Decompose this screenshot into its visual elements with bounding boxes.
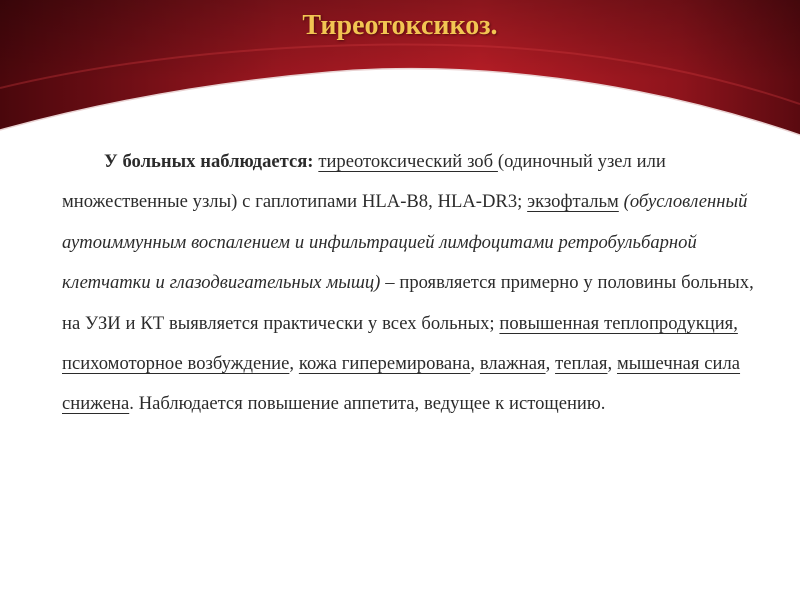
term-exophthalmos: экзофтальм [527, 191, 619, 213]
term-heat-production: повышенная теплопродукция, [499, 312, 738, 334]
text-segment-3: – проявляется примерно у половины больных, на УЗИ и КТ выявляется практически у всех больных; [62, 272, 754, 334]
body-paragraph [62, 142, 774, 425]
separator-2: , [289, 353, 299, 375]
term-muscle-weakness: мышечная сила снижена [62, 353, 741, 415]
term-psychomotor-agitation: психомоторное возбуждение [62, 353, 290, 375]
lead-phrase: У больных наблюдается: [104, 151, 314, 172]
separator-3: , [470, 353, 480, 375]
separator-5: , [607, 353, 617, 375]
term-skin-hyperemic: кожа гиперемирована [298, 353, 471, 375]
term-warm: теплая [555, 353, 608, 375]
slide-title: Тиреотоксикоз. [302, 10, 498, 41]
text-segment-1: (одиночный узел или множественные узлы) с гаплотипами HLA-B8, HLA-DR3; [62, 151, 666, 213]
term-goiter: тиреотоксический зоб [318, 151, 498, 172]
text-segment-4: . Наблюдается повышение аппетита, ведущее к истощению. [129, 393, 606, 415]
term-moist: влажная [479, 353, 546, 375]
separator-4: , [545, 353, 556, 375]
exophthalmos-explanation: (обусловленный аутоиммунным воспалением и инфильтрацией лимфоцитами ретробульбарной клетчатки и глазодвигательных мышц) [62, 191, 748, 294]
